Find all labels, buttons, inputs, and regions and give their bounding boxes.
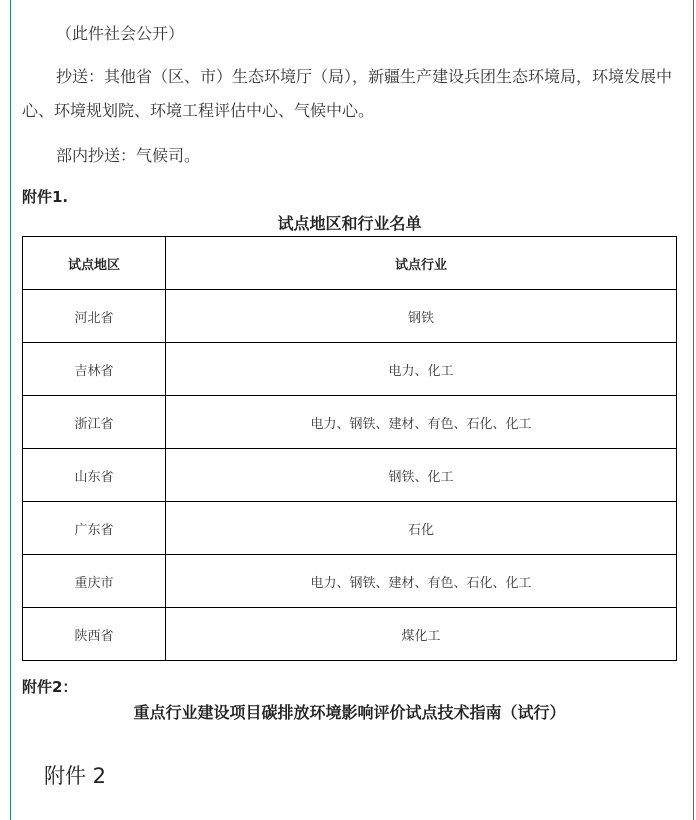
header-region: 试点地区 bbox=[23, 237, 166, 290]
table-row bbox=[23, 502, 677, 555]
region-cell: 吉林省 bbox=[23, 343, 166, 396]
region-cell: 陕西省 bbox=[23, 608, 166, 661]
attachment-1-label: 附件1. bbox=[22, 188, 69, 206]
region-cell: 山东省 bbox=[23, 449, 166, 502]
internal-cc-paragraph: 部内抄送：气候司。 bbox=[56, 146, 201, 165]
industry-cell: 钢铁 bbox=[166, 290, 677, 343]
table-row bbox=[23, 608, 677, 661]
industry-cell: 电力、钢铁、建材、有色、石化、化工 bbox=[166, 396, 677, 449]
table-row bbox=[23, 343, 677, 396]
industry-cell: 钢铁、化工 bbox=[166, 449, 677, 502]
table-row bbox=[23, 290, 677, 343]
cc-paragraph: 抄送：其他省（区、市）生态环境厅（局），新疆生产建设兵团生态环境局，环境发展中心、环境规划院、环境工程评估中心、气候中心。 bbox=[22, 67, 673, 120]
public-notice: （此件社会公开） bbox=[56, 24, 185, 43]
industry-cell: 煤化工 bbox=[166, 608, 677, 661]
table-row bbox=[23, 396, 677, 449]
region-cell: 重庆市 bbox=[23, 555, 166, 608]
industry-cell: 石化 bbox=[166, 502, 677, 555]
table-row bbox=[23, 449, 677, 502]
left-border-line bbox=[10, 0, 11, 820]
region-cell: 广东省 bbox=[23, 502, 166, 555]
pilot-list-table bbox=[22, 236, 677, 661]
table-header-row bbox=[23, 237, 677, 290]
region-cell: 浙江省 bbox=[23, 396, 166, 449]
attachment-2-image-label: 附件 2 bbox=[44, 764, 107, 788]
industry-cell: 电力、化工 bbox=[166, 343, 677, 396]
guide-title: 重点行业建设项目碳排放环境影响评价试点技术指南（试行） bbox=[133, 703, 566, 722]
table-row bbox=[23, 555, 677, 608]
region-cell: 河北省 bbox=[23, 290, 166, 343]
attachment-2-label: 附件2： bbox=[22, 678, 78, 696]
table-title: 试点地区和行业名单 bbox=[277, 214, 422, 233]
industry-cell: 电力、钢铁、建材、有色、石化、化工 bbox=[166, 555, 677, 608]
right-border-line bbox=[693, 0, 694, 820]
header-industry: 试点行业 bbox=[166, 237, 677, 290]
